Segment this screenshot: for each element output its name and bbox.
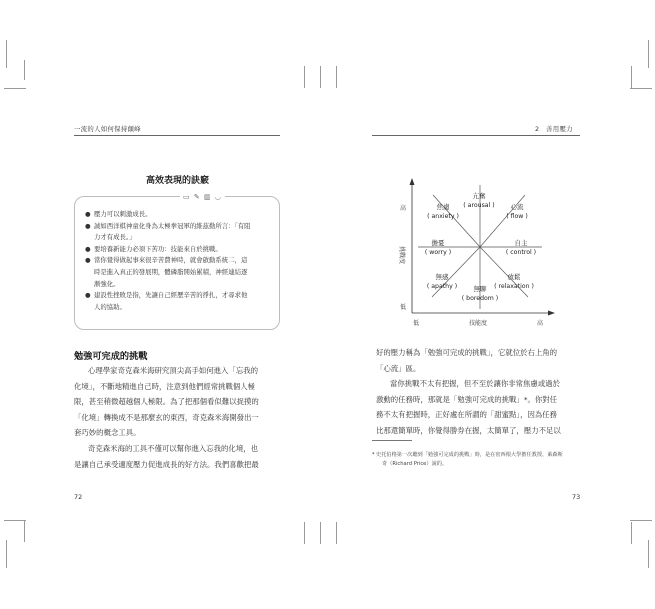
tip-item-cont: 漸強化。 — [94, 279, 120, 288]
tip-item-cont: 時是進入真正的發展期，體磷脂開始累積，神經連結逐 — [94, 267, 248, 276]
crop-mark — [631, 66, 632, 88]
text-line: 限，甚至稍微超越個人極限。為了把那個看似難以捉摸的 — [74, 397, 259, 407]
tip-item-cont: 力才有成長。」 — [94, 233, 136, 242]
trash-icon: ▥ — [203, 193, 212, 201]
x-axis-label: 技能度 — [468, 320, 488, 327]
header-rule-left — [74, 135, 280, 136]
flow-diagram — [370, 175, 580, 335]
svg-text:( boredom ): ( boredom ) — [461, 295, 499, 302]
footnote-mark: * — [372, 452, 375, 458]
tips-box — [74, 196, 280, 330]
svg-text:放鬆: 放鬆 — [507, 273, 521, 281]
svg-text:( worry ): ( worry ) — [424, 249, 452, 256]
footnote-line: 史托伯格第一次聽到「勉強可完成的挑戰」時，是在密西根大學擔任教授、萊森斯 — [376, 452, 563, 458]
box-icons — [180, 193, 225, 201]
crop-mark — [4, 88, 26, 89]
crop-mark — [631, 522, 632, 544]
text-line: 奇克森米海的工具不僅可以幫你進入忘我的化境，也 — [88, 443, 258, 453]
tip-item: ● 要培養新能力必須下苦功：技能來自於挑戰。 — [85, 244, 222, 253]
text-line: 比那還簡單時，你覺得勝券在握，太簡單了，壓力不足以 — [376, 425, 561, 435]
svg-text:( arousal ): ( arousal ) — [463, 202, 495, 209]
svg-text:無感: 無感 — [435, 273, 449, 281]
svg-text:( relaxation ): ( relaxation ) — [494, 283, 534, 290]
tips-list — [75, 197, 279, 313]
crop-mark — [630, 520, 652, 521]
text-line: 「化境」轉換成不是那麼玄的東西，奇克森米海開發出一 — [74, 412, 259, 422]
body-text-right — [376, 345, 586, 439]
body-text-left — [74, 363, 280, 472]
section-title: 勉強可完成的挑戰 — [74, 351, 148, 362]
tip-item: ● 壓力可以刺激成長。 — [85, 210, 152, 218]
text-line: 激動的任務時，那就是「勉強可完成的挑戰」*。你對任 — [376, 394, 558, 404]
footnote — [376, 451, 586, 469]
state-flow — [506, 202, 528, 220]
svg-text:( flow ): ( flow ) — [506, 213, 528, 220]
tip-item: ● 建設性挫敗是指，先讓自己經歷辛苦的掙扎，才尋求他 — [85, 291, 248, 300]
y-axis-arrow — [410, 178, 415, 185]
state-arousal — [463, 191, 494, 209]
svg-text:擔憂: 擔憂 — [431, 239, 445, 247]
state-relaxation — [494, 272, 534, 290]
text-line: 是讓自己承受適度壓力促進成長的好方法。我們喜歡把最 — [74, 459, 259, 469]
tip-item: ● 當你覺得做起事來很辛苦費神時，就會啟動系統二，這 — [85, 256, 248, 265]
crop-mark — [304, 522, 305, 544]
svg-text:無聊: 無聊 — [473, 285, 487, 293]
laptop-icon: ▭ — [183, 193, 191, 201]
crop-mark — [336, 522, 337, 544]
text-line: 套巧妙的概念工具。 — [74, 428, 141, 438]
svg-text:焦慮: 焦慮 — [436, 203, 450, 211]
crop-mark — [320, 522, 321, 544]
running-head-left: 一流的人如何保持顛峰 — [74, 125, 141, 133]
cup-icon: ◡ — [214, 193, 222, 201]
pencil-icon: ✎ — [193, 193, 201, 201]
tip-item-cont: 人的協助。 — [94, 302, 126, 311]
tip-item: ● 誠如西洋棋神童化身為太極拳冠軍的維茲勤所言：「有阻 — [85, 221, 251, 230]
svg-text:( apathy ): ( apathy ) — [426, 283, 458, 290]
y-tick-high: 高 — [399, 205, 406, 212]
svg-text:自主: 自主 — [514, 239, 528, 247]
crop-mark — [24, 60, 25, 80]
crop-mark — [4, 520, 26, 521]
x-tick-low: 低 — [412, 320, 420, 327]
text-line: 好的壓力稱為「勉強可完成的挑戰」，它就位於右上角的 — [376, 348, 558, 357]
page-number-right: 73 — [572, 493, 581, 501]
footnote-rule — [372, 440, 412, 441]
text-line: 化境」，不斷地精進自己時，注意到他們經常挑戰個人極 — [74, 381, 256, 391]
crop-mark — [24, 520, 25, 542]
svg-text:心流: 心流 — [510, 203, 524, 211]
crop-mark — [6, 540, 7, 568]
text-line: 當你挑戰不太有把握，但不至於讓你非常焦慮或過於 — [390, 379, 560, 389]
x-axis-arrow — [548, 311, 555, 316]
crop-mark — [336, 66, 337, 88]
y-axis-label: 挑戰度 — [398, 245, 405, 265]
crop-mark — [320, 66, 321, 88]
crop-mark — [630, 88, 652, 89]
state-apathy — [427, 272, 457, 290]
crop-mark — [6, 40, 7, 68]
svg-text:( control ): ( control ) — [505, 249, 537, 256]
svg-text:( anxiety ): ( anxiety ) — [427, 213, 459, 220]
text-line: 務不太有把握時，正好處在所謂的「甜蜜點」，因為任務 — [376, 410, 558, 420]
svg-text:亢奮: 亢奮 — [472, 192, 486, 200]
crop-mark — [304, 66, 305, 88]
page-number-left: 72 — [74, 493, 83, 501]
crop-mark — [648, 40, 649, 68]
x-tick-high: 高 — [536, 320, 544, 327]
header-rule-right — [372, 135, 580, 136]
text-line: 心理學家奇克森米海研究頂尖高手如何進入「忘我的 — [88, 366, 258, 375]
footnote-line: 奇（Richard Price）說的。 — [382, 461, 448, 467]
y-tick-low: 低 — [399, 304, 406, 311]
text-line: 「心流」區。 — [376, 363, 421, 373]
box-title: 高效表現的訣竅 — [146, 176, 210, 186]
running-head-right: 2 善用壓力 — [535, 125, 573, 133]
state-anxiety — [427, 202, 459, 220]
crop-mark — [648, 540, 649, 568]
